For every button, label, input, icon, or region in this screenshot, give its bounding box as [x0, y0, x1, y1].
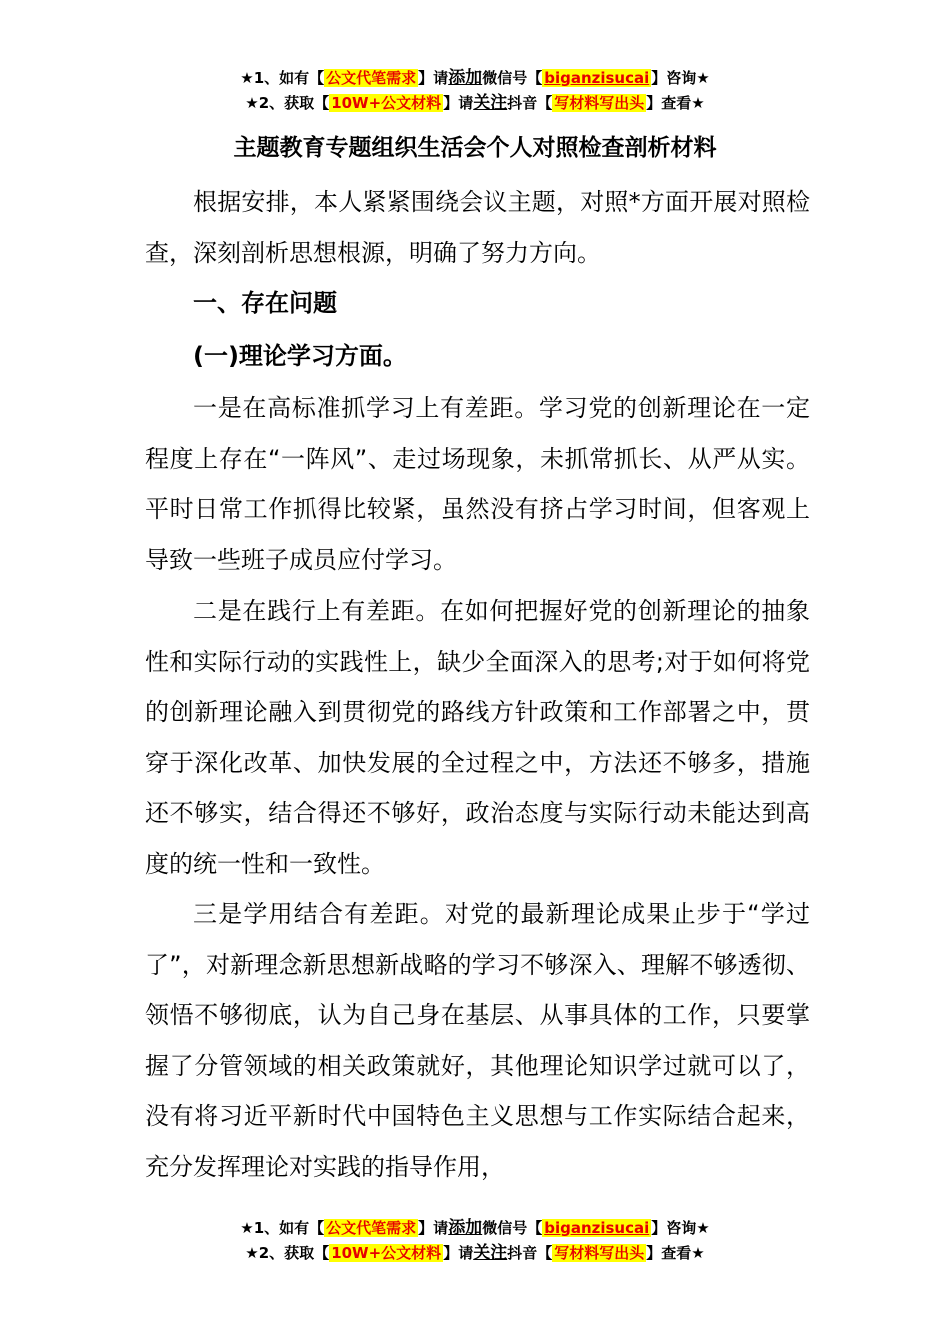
paragraph-1: 一是在高标准抓学习上有差距。学习党的创新理论在一定程度上存在“一阵风”、走过场现象，未抓常抓长、从严从实。平时日常工作抓得比较紧，虽然没有挤占学习时间，但客观上导致一些班子成员应付学习。	[145, 394, 810, 574]
banner-text: 】查看★	[646, 1244, 705, 1262]
section-heading: 一、存在问题	[193, 289, 337, 317]
highlight-ghostwriting: 公文代笔需求	[326, 1219, 417, 1237]
highlight-douyin: 写材料写出头	[554, 94, 645, 112]
highlight-wechat-id: biganzisucai	[544, 69, 650, 87]
banner-text: 】查看★	[646, 94, 705, 112]
banner-text: 抖音【	[507, 94, 553, 112]
banner-line-1	[0, 66, 950, 91]
paragraph-3: 三是学用结合有差距。对党的最新理论成果止步于“学过了”，对新理念新思想新战略的学习不够深入、理解不够透彻、领悟不够彻底，认为自己身在基层、从事具体的工作，只要掌握了分管领域的相关政策就好，其他理论知识学过就可以了，没有将习近平新时代中国特色主义思想与工作实际结合起来，充分发挥理论对实践的指导作用，	[145, 900, 810, 1181]
highlight-wechat-id: biganzisucai	[544, 1219, 650, 1237]
banner-emphasis: 添加	[448, 1218, 483, 1238]
banner-text: 】咨询★	[651, 69, 710, 87]
banner-emphasis: 添加	[448, 68, 483, 88]
header-banner	[0, 66, 950, 116]
banner-text: ★2、获取【	[245, 1244, 330, 1262]
highlight-ghostwriting: 公文代笔需求	[326, 69, 417, 87]
banner-text: 】咨询★	[651, 1219, 710, 1237]
banner-text: 微信号【	[482, 69, 543, 87]
highlight-materials: 10W+公文材料	[331, 1244, 442, 1262]
banner-text: 】请	[443, 94, 474, 112]
document-title: 主题教育专题组织生活会个人对照检查剖析材料	[233, 135, 717, 161]
intro-paragraph: 根据安排，本人紧紧围绕会议主题，对照*方面开展对照检查，深刻剖析思想根源，明确了努力方向。	[145, 188, 810, 267]
highlight-materials: 10W+公文材料	[331, 94, 442, 112]
footer-banner	[0, 1216, 950, 1266]
highlight-douyin: 写材料写出头	[554, 1244, 645, 1262]
banner-text: ★1、如有【	[240, 69, 325, 87]
paragraph-2: 二是在践行上有差距。在如何把握好党的创新理论的抽象性和实际行动的实践性上，缺少全面深入的思考;对于如何将党的创新理论融入到贯彻党的路线方针政策和工作部署之中，贯穿于深化改革、加快发展的全过程之中，方法还不够多，措施还不够实，结合得还不够好，政治态度与实际行动未能达到高度的统一性和一致性。	[145, 597, 810, 878]
banner-text: ★1、如有【	[240, 1219, 325, 1237]
banner-text: 】请	[418, 1219, 449, 1237]
banner-text: 微信号【	[482, 1219, 543, 1237]
banner-text: 抖音【	[507, 1244, 553, 1262]
banner-emphasis: 关注	[473, 93, 508, 113]
banner-emphasis: 关注	[473, 1243, 508, 1263]
banner-text: 】请	[443, 1244, 474, 1262]
subsection-heading: (一)理论学习方面。	[193, 342, 407, 370]
banner-line-1	[0, 1216, 950, 1241]
banner-text: ★2、获取【	[245, 94, 330, 112]
banner-text: 】请	[418, 69, 449, 87]
banner-line-2	[0, 91, 950, 116]
banner-line-2	[0, 1241, 950, 1266]
